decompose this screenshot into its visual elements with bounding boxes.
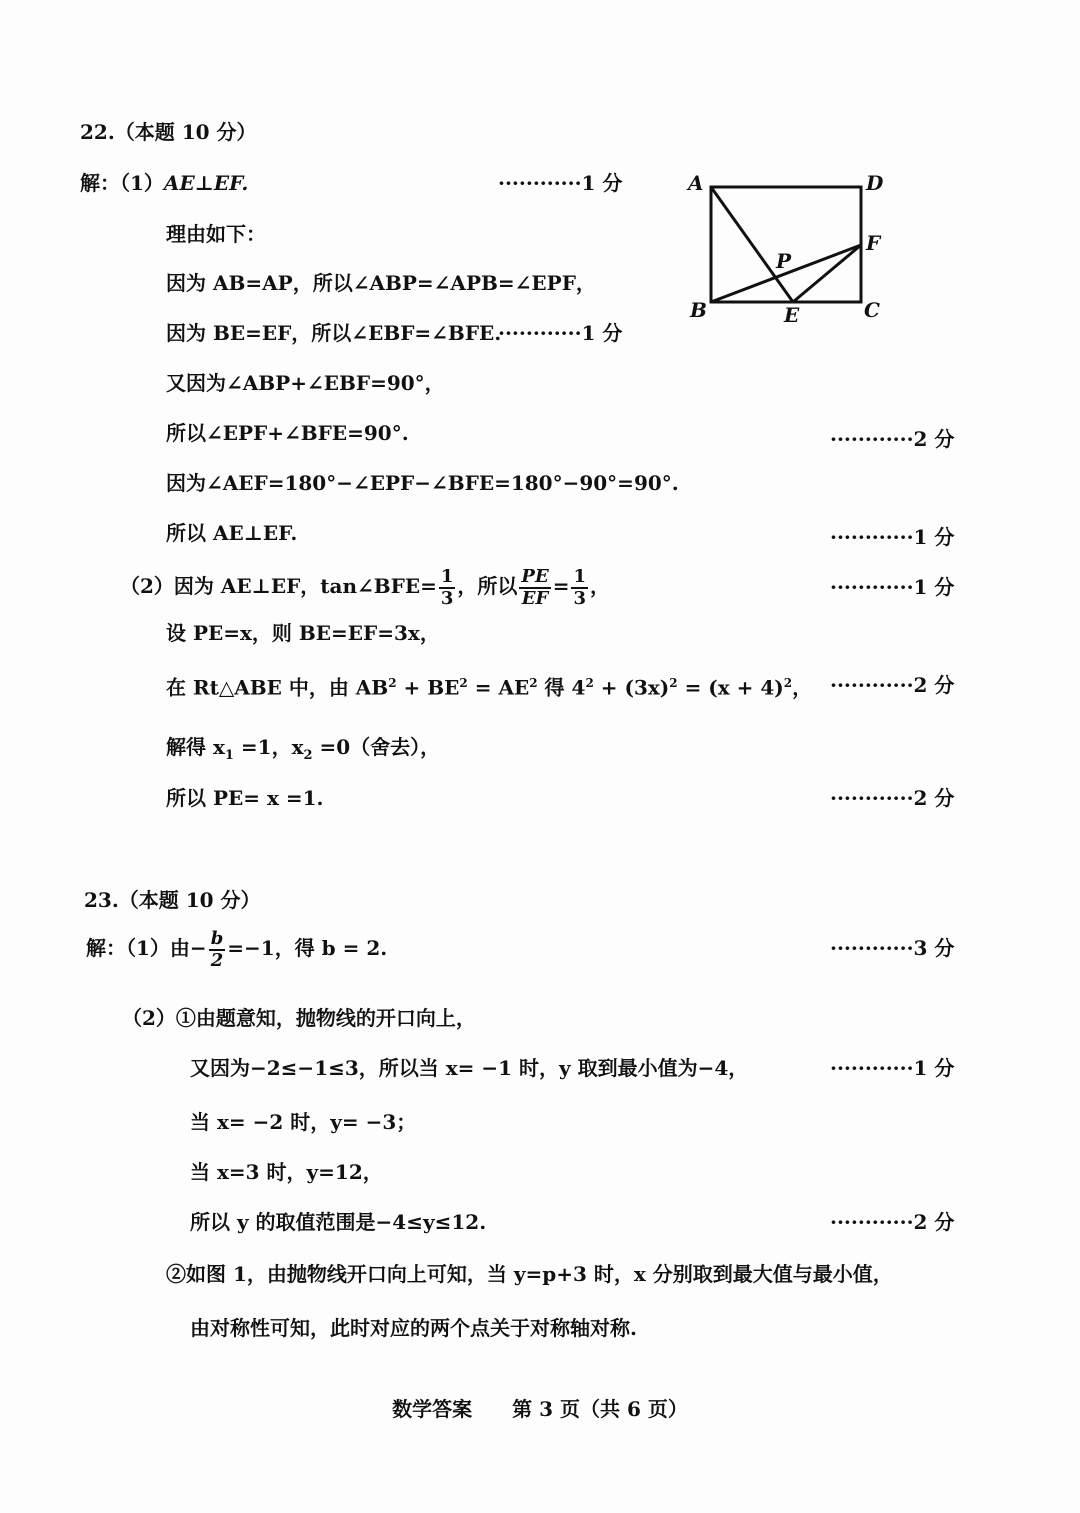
q23-line-5: 当 x=3 时，y=12，	[190, 1160, 383, 1184]
q22-fraction-pe-ef	[519, 565, 550, 609]
q23-score-1: ············3 分	[830, 936, 955, 960]
eq-part: = AE	[467, 675, 530, 700]
fraction-numerator: b	[210, 927, 224, 949]
page-footer: 数学答案 第 3 页（共 6 页）	[392, 1397, 688, 1421]
q22-score-6: ············2 分	[830, 673, 955, 697]
q23-part1-text-a: 解：（1）由−	[86, 936, 207, 960]
eq-part: =0（舍去），	[312, 735, 441, 759]
q22-line-3: 又因为∠ABP+∠EBF=90°，	[166, 371, 445, 395]
q22-score-7: ············2 分	[830, 786, 955, 810]
q23-header: 23.（本题 10 分）	[84, 888, 261, 912]
label-p: P	[776, 249, 792, 273]
q22-part1-answer	[80, 168, 248, 198]
eq-part: ，	[792, 675, 813, 700]
q22-reason-intro: 理由如下：	[166, 222, 266, 246]
subscript: 1	[224, 748, 234, 763]
exponent: 2	[459, 676, 468, 690]
q23-line-7: ②如图 1，由抛物线开口向上可知，当 y=p+3 时，x 分别取到最大值与最小值，	[166, 1262, 893, 1286]
q22-line-10: 所以 PE= x =1.	[166, 786, 324, 810]
rectangle-abcd	[711, 187, 861, 302]
eq-part: =1，x	[233, 735, 304, 759]
q22-header: 22.（本题 10 分）	[80, 120, 257, 144]
q23-score-3: ············2 分	[830, 1210, 955, 1234]
eq-part: 在 Rt△ABE 中，由 AB	[166, 675, 389, 700]
q23-line-6: 所以 y 的取值范围是−4≤y≤12.	[190, 1210, 487, 1234]
exponent: 2	[783, 676, 793, 690]
q23-part1-line	[86, 928, 387, 970]
exponent: 2	[388, 676, 397, 690]
eq-part: + BE	[396, 675, 460, 700]
label-a: A	[688, 171, 704, 195]
q22-line-7: 设 PE=x，则 BE=EF=3x，	[166, 621, 440, 645]
exponent: 2	[585, 676, 594, 690]
q23-line-8: 由对称性可知，此时对应的两个点关于对称轴对称.	[190, 1316, 637, 1340]
eq-part: 解得 x	[166, 735, 225, 759]
fraction-denominator: 2	[210, 949, 224, 971]
q23-score-2: ············1 分	[830, 1056, 955, 1080]
q22-score-3: ············2 分	[830, 427, 955, 451]
q22-part2-text-a: （2）因为 AE⊥EF，tan∠BFE=	[120, 574, 437, 598]
eq-part: 得 4	[537, 675, 586, 700]
fraction-denominator: 3	[573, 587, 586, 609]
eq-part: = (x + 4)	[677, 675, 784, 700]
segment-ef	[793, 245, 861, 302]
q22-solution-prefix: 解：（1）	[80, 171, 164, 195]
exponent: 2	[529, 676, 538, 690]
q22-part2-text-b: ，所以	[457, 574, 518, 598]
q22-line-4: 所以∠EPF+∠BFE=90°.	[166, 421, 409, 445]
label-b: B	[690, 298, 707, 322]
fraction-denominator: 3	[440, 587, 454, 609]
q22-score-5: ············1 分	[830, 575, 955, 599]
q22-fraction-one-third-b	[571, 565, 588, 609]
q23-fraction-b-over-2	[209, 927, 226, 971]
q22-line-8	[166, 668, 812, 703]
q22-line-6: 所以 AE⊥EF.	[166, 521, 298, 545]
q22-line-2: 因为 BE=EF，所以∠EBF=∠BFE.	[166, 321, 502, 345]
label-d: D	[866, 171, 884, 195]
q23-line-4: 当 x= −2 时，y= −3；	[190, 1110, 417, 1134]
q22-line-1: 因为 AB=AP，所以∠ABP=∠APB=∠EPF，	[166, 271, 596, 295]
q22-part2-comma: ，	[589, 574, 610, 598]
subscript: 2	[303, 748, 313, 763]
q22-line-9	[166, 732, 440, 771]
q22-fraction-one-third	[439, 565, 456, 609]
label-c: C	[864, 298, 880, 322]
q22-part1-conclusion: AE⊥EF.	[163, 171, 249, 195]
eq-part: + (3x)	[593, 675, 670, 700]
q23-part1-text-b: =−1，得 b = 2.	[227, 936, 388, 960]
q22-line-5: 因为∠AEF=180°−∠EPF−∠BFE=180°−90°=90°.	[166, 471, 679, 495]
q22-score-2: ············1 分	[498, 321, 623, 345]
fraction-numerator: PE	[521, 565, 549, 587]
q22-part2-line	[120, 566, 610, 608]
label-e: E	[784, 303, 800, 327]
q22-figure	[680, 160, 900, 330]
q22-part2-equals: =	[552, 574, 570, 598]
q22-score-1: ············1 分	[498, 171, 623, 195]
q23-line-3: 又因为−2≤−1≤3，所以当 x= −1 时，y 取到最小值为−4，	[190, 1056, 749, 1080]
exponent: 2	[669, 676, 678, 690]
fraction-numerator: 1	[440, 565, 454, 587]
fraction-numerator: 1	[573, 565, 586, 587]
segment-ae	[711, 187, 793, 302]
q22-score-4: ············1 分	[830, 525, 955, 549]
label-f: F	[866, 231, 881, 255]
fraction-denominator: EF	[521, 587, 549, 609]
q23-line-2: （2）①由题意知，抛物线的开口向上，	[122, 1006, 476, 1030]
